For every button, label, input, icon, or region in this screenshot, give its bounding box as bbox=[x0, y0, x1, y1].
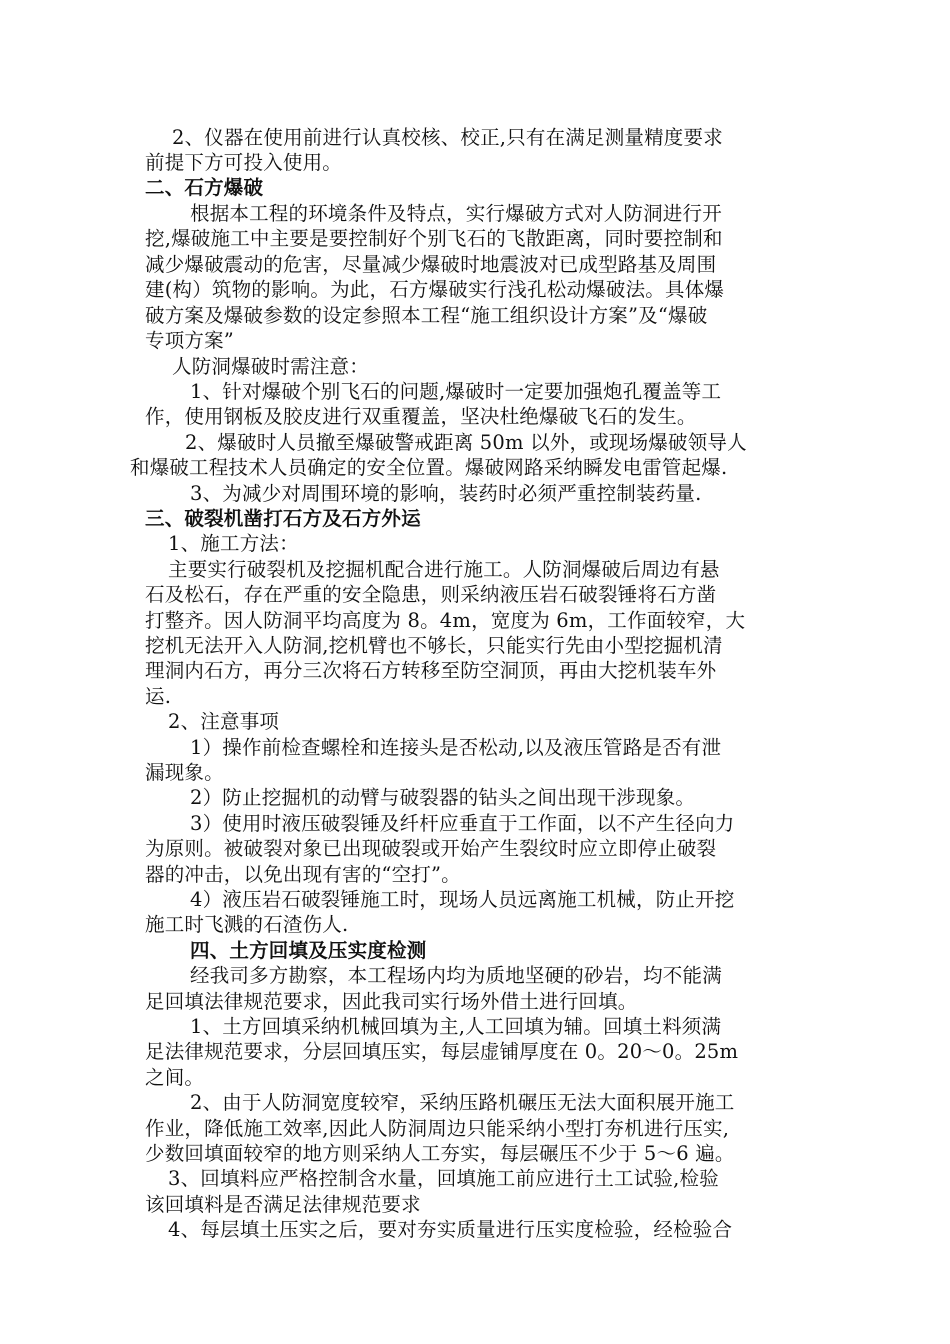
paragraph-line: 1、施工方法： bbox=[168, 532, 299, 555]
paragraph-line: 减少爆破震动的危害，尽量减少爆破时地震波对已成型路基及周围 bbox=[145, 253, 717, 276]
paragraph-line: 足回填法律规范要求，因此我司实行场外借土进行回填。 bbox=[145, 990, 638, 1013]
paragraph-line: 破方案及爆破参数的设定参照本工程“施工组织设计方案”及“爆破 bbox=[145, 304, 708, 327]
paragraph-line: 挖机无法开入人防洞,挖机臂也不够长，只能实行先由小型挖掘机清 bbox=[145, 634, 723, 657]
paragraph-line: 建(构）筑物的影响。为此，石方爆破实行浅孔松动爆破法。具体爆 bbox=[145, 278, 725, 301]
paragraph-line: 2、爆破时人员撤至爆破警戒距离 50m 以外，或现场爆破领导人 bbox=[185, 431, 747, 454]
paragraph-line: 施工时飞溅的石渣伤人. bbox=[145, 913, 349, 936]
section-heading: 二、石方爆破 bbox=[145, 176, 264, 199]
paragraph-line: 1、土方回填采纳机械回填为主,人工回填为辅。回填土料须满 bbox=[190, 1015, 722, 1038]
paragraph-line: 1）操作前检查螺栓和连接头是否松动,以及液压管路是否有泄 bbox=[190, 736, 722, 759]
paragraph-line: 作业，降低施工效率,因此人防洞周边只能采纳小型打夯机进行压实, bbox=[145, 1117, 730, 1140]
paragraph-line: 2、由于人防洞宽度较窄，采纳压路机碾压无法大面积展开施工 bbox=[190, 1091, 735, 1114]
paragraph-line: 和爆破工程技术人员确定的安全位置。爆破网路采纳瞬发电雷管起爆. bbox=[130, 456, 728, 479]
paragraph-line: 为原则。被破裂对象已出现破裂或开始产生裂纹时应立即停止破裂 bbox=[145, 837, 717, 860]
paragraph-line: 少数回填面较窄的地方则采纳人工夯实，每层碾压不少于 5～6 遍。 bbox=[145, 1142, 735, 1165]
paragraph-line: 该回填料是否满足法律规范要求 bbox=[145, 1193, 421, 1216]
paragraph-line: 人防洞爆破时需注意： bbox=[172, 355, 370, 378]
paragraph-line: 前提下方可投入使用。 bbox=[145, 151, 343, 174]
paragraph-line: 主要实行破裂机及挖掘机配合进行施工。人防洞爆破后周边有悬 bbox=[168, 558, 720, 581]
paragraph-line: 器的冲击，以免出现有害的“空打”。 bbox=[145, 863, 461, 886]
paragraph-line: 石及松石，存在严重的安全隐患，则采纳液压岩石破裂锤将石方凿 bbox=[145, 583, 717, 606]
paragraph-line: 之间。 bbox=[145, 1066, 205, 1089]
paragraph-line: 作，使用钢板及胶皮进行双重覆盖，坚决杜绝爆破飞石的发生。 bbox=[145, 405, 697, 428]
section-heading: 三、破裂机凿打石方及石方外运 bbox=[145, 507, 421, 530]
paragraph-line: 漏现象。 bbox=[145, 761, 224, 784]
paragraph-line: 2、仪器在使用前进行认真校核、校正,只有在满足测量精度要求 bbox=[172, 126, 723, 149]
paragraph-line: 1、针对爆破个别飞石的问题,爆破时一定要加强炮孔覆盖等工 bbox=[190, 380, 722, 403]
paragraph-line: 经我司多方勘察，本工程场内均为质地坚硬的砂岩，均不能满 bbox=[190, 964, 722, 987]
paragraph-line: 足法律规范要求，分层回填压实，每层虚铺厚度在 0。20～0。25m bbox=[145, 1040, 739, 1063]
paragraph-line: 根据本工程的环境条件及特点，实行爆破方式对人防洞进行开 bbox=[190, 202, 722, 225]
paragraph-line: 3、回填料应严格控制含水量，回填施工前应进行土工试验,检验 bbox=[168, 1167, 719, 1190]
paragraph-line: 4）液压岩石破裂锤施工时，现场人员远离施工机械，防止开挖 bbox=[190, 888, 735, 911]
paragraph-line: 挖,爆破施工中主要是要控制好个别飞石的飞散距离，同时要控制和 bbox=[145, 227, 723, 250]
paragraph-line: 理洞内石方，再分三次将石方转移至防空洞顶，再由大挖机装车外 bbox=[145, 659, 717, 682]
paragraph-line: 运. bbox=[145, 685, 172, 708]
section-heading: 四、土方回填及压实度检测 bbox=[190, 939, 427, 962]
paragraph-line: 2、注意事项 bbox=[168, 710, 280, 733]
paragraph-line: 专项方案” bbox=[145, 329, 234, 352]
paragraph-line: 2）防止挖掘机的动臂与破裂器的钻头之间出现干涉现象。 bbox=[190, 786, 696, 809]
paragraph-line: 4、每层填土压实之后，要对夯实质量进行压实度检验，经检验合 bbox=[168, 1218, 733, 1241]
paragraph-line: 打整齐。因人防洞平均高度为 8。4m，宽度为 6m，工作面较窄，大 bbox=[145, 609, 746, 632]
paragraph-line: 3、为减少对周围环境的影响，装药时必须严重控制装药量. bbox=[190, 482, 702, 505]
paragraph-line: 3）使用时液压破裂锤及纤杆应垂直于工作面，以不产生径向力 bbox=[190, 812, 735, 835]
